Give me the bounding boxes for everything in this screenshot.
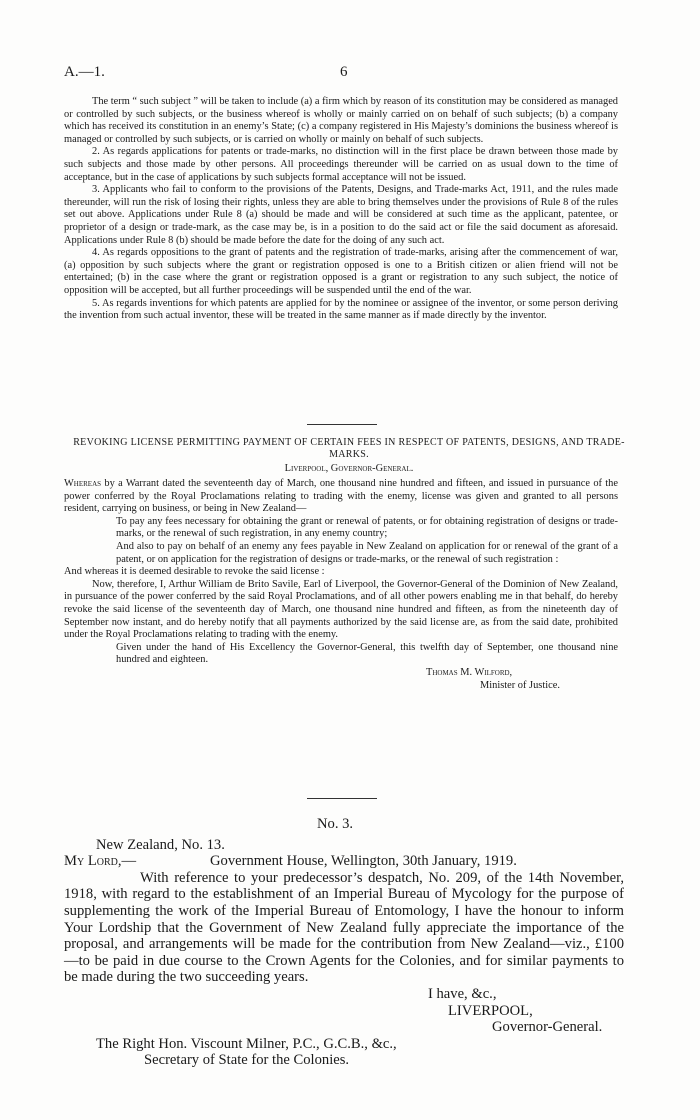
signature-name: Thomas M. Wilford, bbox=[426, 666, 513, 678]
addressee-title: Secretary of State for the Colonies. bbox=[144, 1052, 350, 1069]
signatory: LIVERPOOL, bbox=[448, 1002, 533, 1019]
despatch-no-3 bbox=[64, 816, 624, 1069]
whereas-paragraph bbox=[64, 478, 618, 516]
salutation: My Lord,— bbox=[64, 853, 137, 870]
and-whereas: And whereas it is deemed desirable to revoke the said license : bbox=[64, 566, 325, 578]
page-number: 6 bbox=[340, 64, 348, 80]
document-reference: A.—1. bbox=[64, 64, 105, 80]
page-header bbox=[64, 64, 636, 82]
governor-general-line: Liverpool, Governor-General. bbox=[284, 463, 414, 474]
nz-number: New Zealand, No. 13. bbox=[96, 836, 225, 853]
clause-pay-on-behalf: And also to pay on behalf of an enemy any fees payable in New Zealand on application for or renewal of the grant of a patent, or on application for the registration of designs or trade-marks, or the renewal of such registration : bbox=[116, 540, 618, 565]
paragraph-4: 4. As regards oppositions to the grant of patents and the registration of trade-marks, arising after the commencement of war, (a) opposition by such subjects where the grant or registration opposed is one to a British citizen or alien friend will not be entertained; (b) in the case where the grant or registration opposed is a grant or registration to any such subject, the notice of opposition will be accepted, but all further proceedings will be suspended until the end of the war. bbox=[64, 247, 618, 296]
paragraph-such-subject: The term “ such subject ” will be taken to include (a) a firm which by reason of its constitution may be considered as managed or controlled by such subjects, or the business whereof is wholly or mainly carried on on behalf of such subjects; (b) a company which has received its constitution in an enemy’s State; (c) a company registered in His Majesty’s dominions the business whereof is managed or controlled by such subjects, or is carried on wholly or mainly on behalf of such subjects. bbox=[64, 96, 618, 145]
signature-title: Minister of Justice. bbox=[480, 679, 560, 691]
paragraph-2: 2. As regards applications for patents or trade-marks, no distinction will in the first place be drawn between those made by such subjects and those made by other persons. All proceedings thereunder will be carried on as usual down to the time of acceptance, but in the case of applications by such subjects formal acceptance will not be issued. bbox=[64, 146, 618, 183]
despatch-number: No. 3. bbox=[317, 816, 354, 832]
whereas-word: Whereas bbox=[64, 478, 102, 489]
patents-conditions-text bbox=[64, 96, 618, 323]
paragraph-3: 3. Applicants who fail to conform to the provisions of the Patents, Designs, and Trade-marks Act, 1911, and the rules made thereunder, will run the risk of losing their rights, unless they are able to bring themselves under the provisions of Rule 8 of the rules set out above. Applications under Rule 8 (a) should be made and will be considered at such time as the applicant, patentee, or proprietor of a design or trade-mark, as the case may be, is in a position to do the said act or file the said document as aforesaid. Applications under Rule 8 (b) should be made before the date for the doing of any such act. bbox=[64, 184, 618, 246]
given-under-hand: Given under the hand of His Excellency the Governor-General, this twelfth day of September, one thousand nine hundred and eighteen. bbox=[116, 641, 618, 666]
revocation-title: REVOKING LICENSE PERMITTING PAYMENT OF CERTAIN FEES IN RESPECT OF PATENTS, DESIGNS, AND TRADE-MARKS. bbox=[73, 437, 625, 460]
paragraph-5: 5. As regards inventions for which patents are applied for by the nominee or assignee of the inventor, or some person deriving the invention from such actual inventor, these will be treated in the same manner as if made directly by the inventor. bbox=[64, 297, 618, 322]
salutation-line bbox=[64, 853, 624, 870]
section-divider-2 bbox=[307, 798, 377, 799]
section-divider bbox=[307, 424, 377, 425]
closing: I have, &c., bbox=[428, 985, 497, 1002]
revocation-warrant-text bbox=[64, 478, 618, 692]
dateline: Government House, Wellington, 30th January, 1919. bbox=[210, 853, 517, 870]
signatory-title: Governor-General. bbox=[492, 1019, 603, 1036]
clause-to-pay-fees: To pay any fees necessary for obtaining the grant or renewal of patents, or for obtaining registration of designs or trade-marks, or the renewal of such registration, in any enemy country; bbox=[116, 515, 618, 540]
now-therefore-paragraph: Now, therefore, I, Arthur William de Brito Savile, Earl of Liverpool, the Governor-General of the Dominion of New Zealand, in pursuance of the power conferred by the said Royal Proclamations, and of all other powers enabling me in that behalf, do hereby revoke the said license of the seventeenth day of March, one thousand nine hundred and fifteen, as from the nineteenth day of September now instant, and do hereby notify that all payments authorized by the said license are, as from the said date, prohibited under the Royal Proclamations relating to trading with the enemy. bbox=[64, 578, 618, 641]
addressee: The Right Hon. Viscount Milner, P.C., G.C.B., &c., bbox=[96, 1035, 397, 1052]
whereas-text: by a Warrant dated the seventeenth day of March, one thousand nine hundred and fifteen, and issued in pursuance of the power conferred by the Royal Proclamations relating to trading with the enemy, license was given and granted to all persons resident, carrying on business, or being in New Zealand— bbox=[64, 478, 618, 515]
letter-body: With reference to your predecessor’s despatch, No. 209, of the 14th November, 1918, with regard to the establishment of an Imperial Bureau of Mycology for the purpose of supplementing the work of the Imperial Bureau of Entomology, I have the honour to inform Your Lordship that the Government of New Zealand fully appreciate the importance of the proposal, and arrangements will be made for the contribution from New Zealand—viz., £100 —to be paid in due course to the Crown Agents for the Colonies, and for similar payments to be made during the two succeeding years. bbox=[64, 869, 624, 986]
